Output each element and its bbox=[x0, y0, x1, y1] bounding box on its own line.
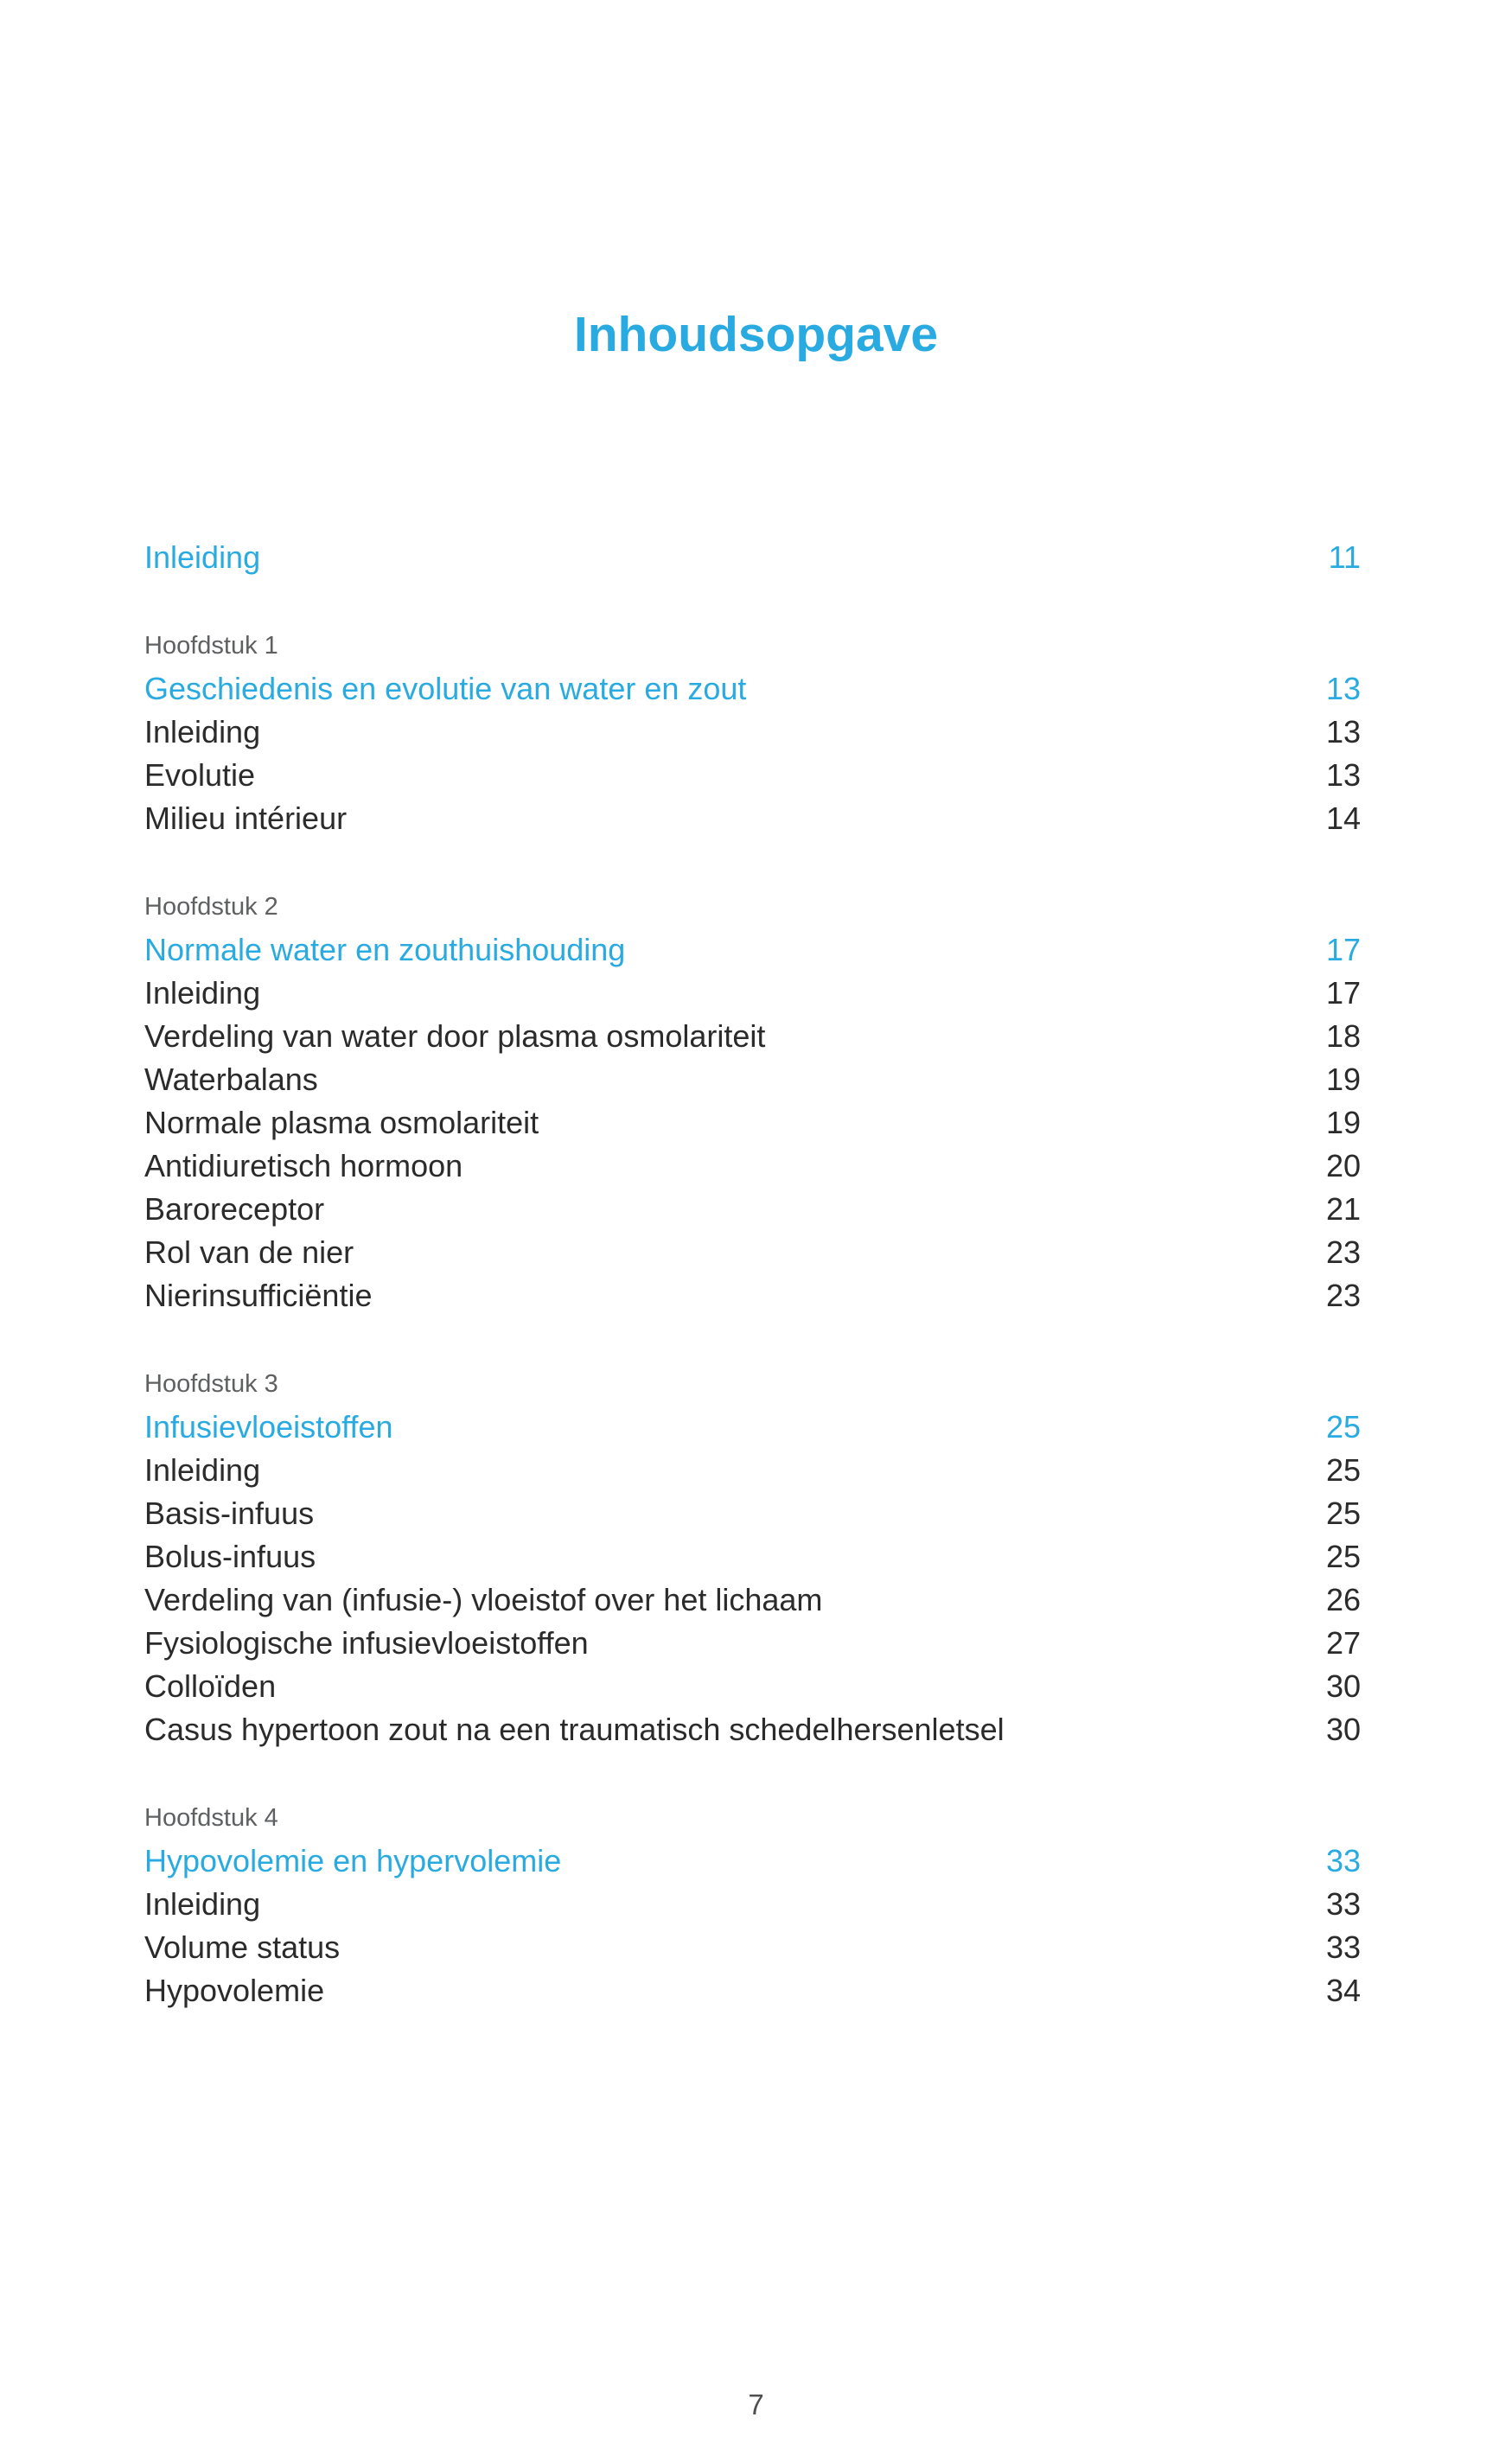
entry-page: 19 bbox=[1325, 1105, 1361, 1140]
toc-entry-row bbox=[144, 1274, 1361, 1317]
page-number: 7 bbox=[748, 2388, 764, 2420]
entry-page: 20 bbox=[1325, 1148, 1361, 1183]
chapter-section bbox=[144, 1362, 1361, 1751]
toc-entry-row bbox=[144, 797, 1361, 840]
chapter-title-row[interactable] bbox=[144, 667, 1361, 711]
entry-page: 23 bbox=[1325, 1278, 1361, 1313]
chapter-title: Normale water en zouthuishouding bbox=[144, 932, 626, 967]
chapter-label: Hoofdstuk 3 bbox=[144, 1370, 278, 1398]
toc-entry-row bbox=[144, 1145, 1361, 1188]
entry-label: Hypovolemie bbox=[144, 1973, 325, 2008]
chapter-title: Hypovolemie en hypervolemie bbox=[144, 1843, 562, 1878]
entry-label: Basis-infuus bbox=[144, 1496, 315, 1531]
entry-page: 11 bbox=[1328, 539, 1361, 575]
entry-page: 14 bbox=[1325, 800, 1361, 836]
entry-page: 33 bbox=[1325, 1886, 1361, 1922]
toc-entry-row bbox=[144, 1058, 1361, 1101]
chapter-page: 17 bbox=[1325, 932, 1361, 967]
entry-label: Normale plasma osmolariteit bbox=[144, 1105, 539, 1140]
chapter-list bbox=[144, 624, 1361, 2012]
toc-intro-row[interactable] bbox=[144, 536, 1361, 579]
toc-entry-row bbox=[144, 711, 1361, 754]
chapter-title-row[interactable] bbox=[144, 928, 1361, 972]
toc-entry-row bbox=[144, 1708, 1361, 1751]
entry-page: 25 bbox=[1325, 1539, 1361, 1574]
entry-page: 25 bbox=[1325, 1496, 1361, 1531]
toc-entry-row bbox=[144, 1188, 1361, 1231]
toc-entry-row bbox=[144, 1535, 1361, 1578]
chapter-title-row[interactable] bbox=[144, 1840, 1361, 1883]
entry-page: 34 bbox=[1325, 1973, 1361, 2008]
toc-entry-row bbox=[144, 1101, 1361, 1145]
chapter-page: 13 bbox=[1325, 671, 1361, 706]
entry-label: Antidiuretisch hormoon bbox=[144, 1148, 463, 1183]
toc-entry-row bbox=[144, 972, 1361, 1015]
entry-page: 23 bbox=[1325, 1234, 1361, 1270]
entry-label: Nierinsufficiëntie bbox=[144, 1278, 373, 1313]
toc-entry-row bbox=[144, 1578, 1361, 1622]
entry-label: Waterbalans bbox=[144, 1062, 318, 1097]
toc-entry-row bbox=[144, 1926, 1361, 1969]
entry-label: Inleiding bbox=[144, 714, 261, 749]
toc-entry-row bbox=[144, 1231, 1361, 1274]
page-title: Inhoudsopgave bbox=[573, 307, 939, 362]
entry-page: 33 bbox=[1325, 1929, 1361, 1965]
toc-entry-row bbox=[144, 1492, 1361, 1535]
entry-page: 30 bbox=[1325, 1712, 1361, 1747]
entry-label: Milieu intérieur bbox=[144, 800, 348, 836]
entry-label: Casus hypertoon zout na een traumatisch schedelhersenletsel bbox=[144, 1712, 1005, 1747]
entry-label: Inleiding bbox=[144, 975, 261, 1011]
entry-label: Fysiologische infusievloeistoffen bbox=[144, 1625, 589, 1661]
entry-page: 19 bbox=[1325, 1062, 1361, 1097]
entry-page: 18 bbox=[1325, 1018, 1361, 1054]
entry-page: 17 bbox=[1325, 975, 1361, 1011]
entry-page: 13 bbox=[1325, 714, 1361, 749]
entry-page: 21 bbox=[1325, 1191, 1361, 1227]
toc-entry-row bbox=[144, 754, 1361, 797]
toc-entry-row bbox=[144, 1015, 1361, 1058]
entry-page: 26 bbox=[1325, 1582, 1361, 1617]
chapter-title: Geschiedenis en evolutie van water en zout bbox=[144, 671, 747, 706]
entry-page: 30 bbox=[1325, 1668, 1361, 1704]
chapter-page: 33 bbox=[1325, 1843, 1361, 1878]
entry-label: Volume status bbox=[144, 1929, 341, 1965]
entry-label: Inleiding bbox=[144, 1886, 261, 1922]
entry-page: 27 bbox=[1325, 1625, 1361, 1661]
toc-entry-row bbox=[144, 1969, 1361, 2012]
table-of-contents bbox=[144, 536, 1361, 2012]
entry-page: 25 bbox=[1325, 1452, 1361, 1488]
entry-label: Inleiding bbox=[144, 1452, 261, 1488]
toc-entry-row bbox=[144, 1622, 1361, 1665]
toc-entry-row bbox=[144, 1665, 1361, 1708]
toc-entry-row bbox=[144, 1883, 1361, 1926]
toc-entry-row bbox=[144, 1449, 1361, 1492]
entry-label: Verdeling van (infusie-) vloeistof over het lichaam bbox=[144, 1582, 823, 1617]
chapter-section bbox=[144, 624, 1361, 840]
entry-label: Verdeling van water door plasma osmolariteit bbox=[144, 1018, 766, 1054]
entry-label: Colloïden bbox=[144, 1668, 277, 1704]
chapter-label: Hoofdstuk 4 bbox=[144, 1804, 278, 1832]
chapter-title-row[interactable] bbox=[144, 1406, 1361, 1449]
entry-page: 13 bbox=[1325, 757, 1361, 793]
entry-label: Bolus-infuus bbox=[144, 1539, 316, 1574]
chapter-label: Hoofdstuk 1 bbox=[144, 632, 278, 660]
entry-label: Inleiding bbox=[144, 539, 261, 575]
chapter-label: Hoofdstuk 2 bbox=[144, 893, 278, 921]
entry-label: Evolutie bbox=[144, 757, 256, 793]
entry-label: Rol van de nier bbox=[144, 1234, 354, 1270]
chapter-section bbox=[144, 1796, 1361, 2012]
chapter-title: Infusievloeistoffen bbox=[144, 1409, 393, 1445]
entry-label: Baroreceptor bbox=[144, 1191, 325, 1227]
chapter-section bbox=[144, 885, 1361, 1317]
chapter-page: 25 bbox=[1325, 1409, 1361, 1445]
